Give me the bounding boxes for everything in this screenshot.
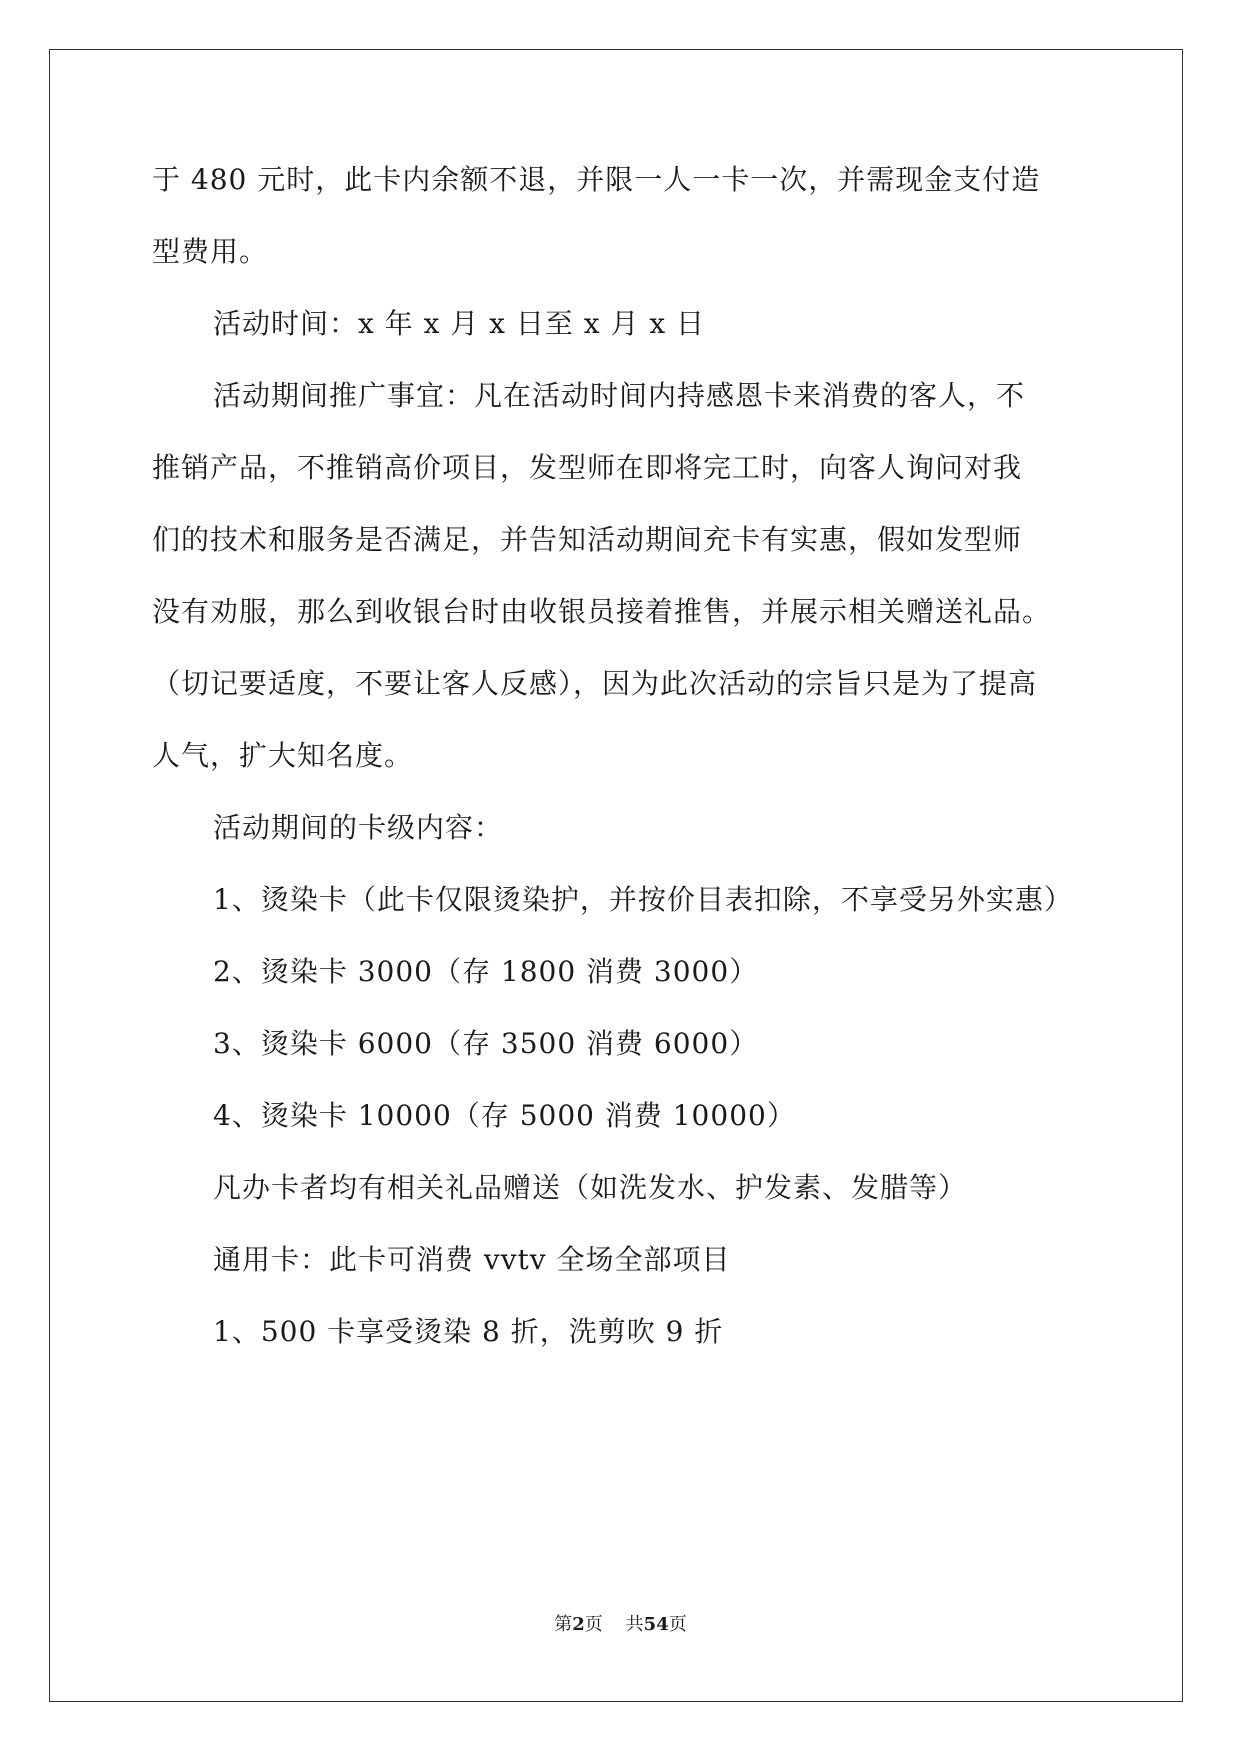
- total-pages: 54: [643, 1614, 669, 1635]
- total-unit: 页: [668, 1614, 687, 1635]
- text-line: 们的技术和服务是否满足，并告知活动期间充卡有实惠，假如发型师: [152, 523, 1023, 556]
- page-number: 2: [572, 1614, 585, 1635]
- text-line: 1、500 卡享受烫染 8 折，洗剪吹 9 折: [213, 1315, 724, 1348]
- page-prefix: 第: [554, 1614, 573, 1635]
- text-line: 2、烫染卡 3000（存 1800 消费 3000）: [213, 955, 759, 988]
- total-prefix: 共: [625, 1614, 644, 1635]
- text-line: 1、烫染卡（此卡仅限烫染护，并按价目表扣除，不享受另外实惠）: [213, 883, 1073, 916]
- text-line: 推销产品，不推销高价项目，发型师在即将完工时，向客人询问对我: [152, 451, 1023, 484]
- text-line: 型费用。: [152, 235, 269, 268]
- text-line: 通用卡：此卡可消费 vvtv 全场全部项目: [213, 1243, 731, 1276]
- text-line: 活动期间的卡级内容：: [213, 811, 504, 844]
- text-line: 活动时间：x 年 x 月 x 日至 x 月 x 日: [213, 307, 706, 340]
- page-footer: [0, 1613, 1241, 1637]
- text-line: 于 480 元时，此卡内余额不退，并限一人一卡一次，并需现金支付造: [152, 163, 1041, 196]
- text-line: 4、烫染卡 10000（存 5000 消费 10000）: [213, 1099, 796, 1132]
- text-line: 没有劝服，那么到收银台时由收银员接着推售，并展示相关赠送礼品。: [152, 595, 1052, 628]
- text-line: 活动期间推广事宜：凡在活动时间内持感恩卡来消费的客人，不: [213, 379, 1026, 412]
- text-line: 人气，扩大知名度。: [152, 739, 414, 772]
- page-unit: 页: [584, 1614, 603, 1635]
- page-border: [49, 49, 1183, 1702]
- text-line: 凡办卡者均有相关礼品赠送（如洗发水、护发素、发腊等）: [213, 1171, 968, 1204]
- text-line: 3、烫染卡 6000（存 3500 消费 6000）: [213, 1027, 759, 1060]
- text-line: （切记要适度，不要让客人反感），因为此次活动的宗旨只是为了提高: [152, 667, 1038, 700]
